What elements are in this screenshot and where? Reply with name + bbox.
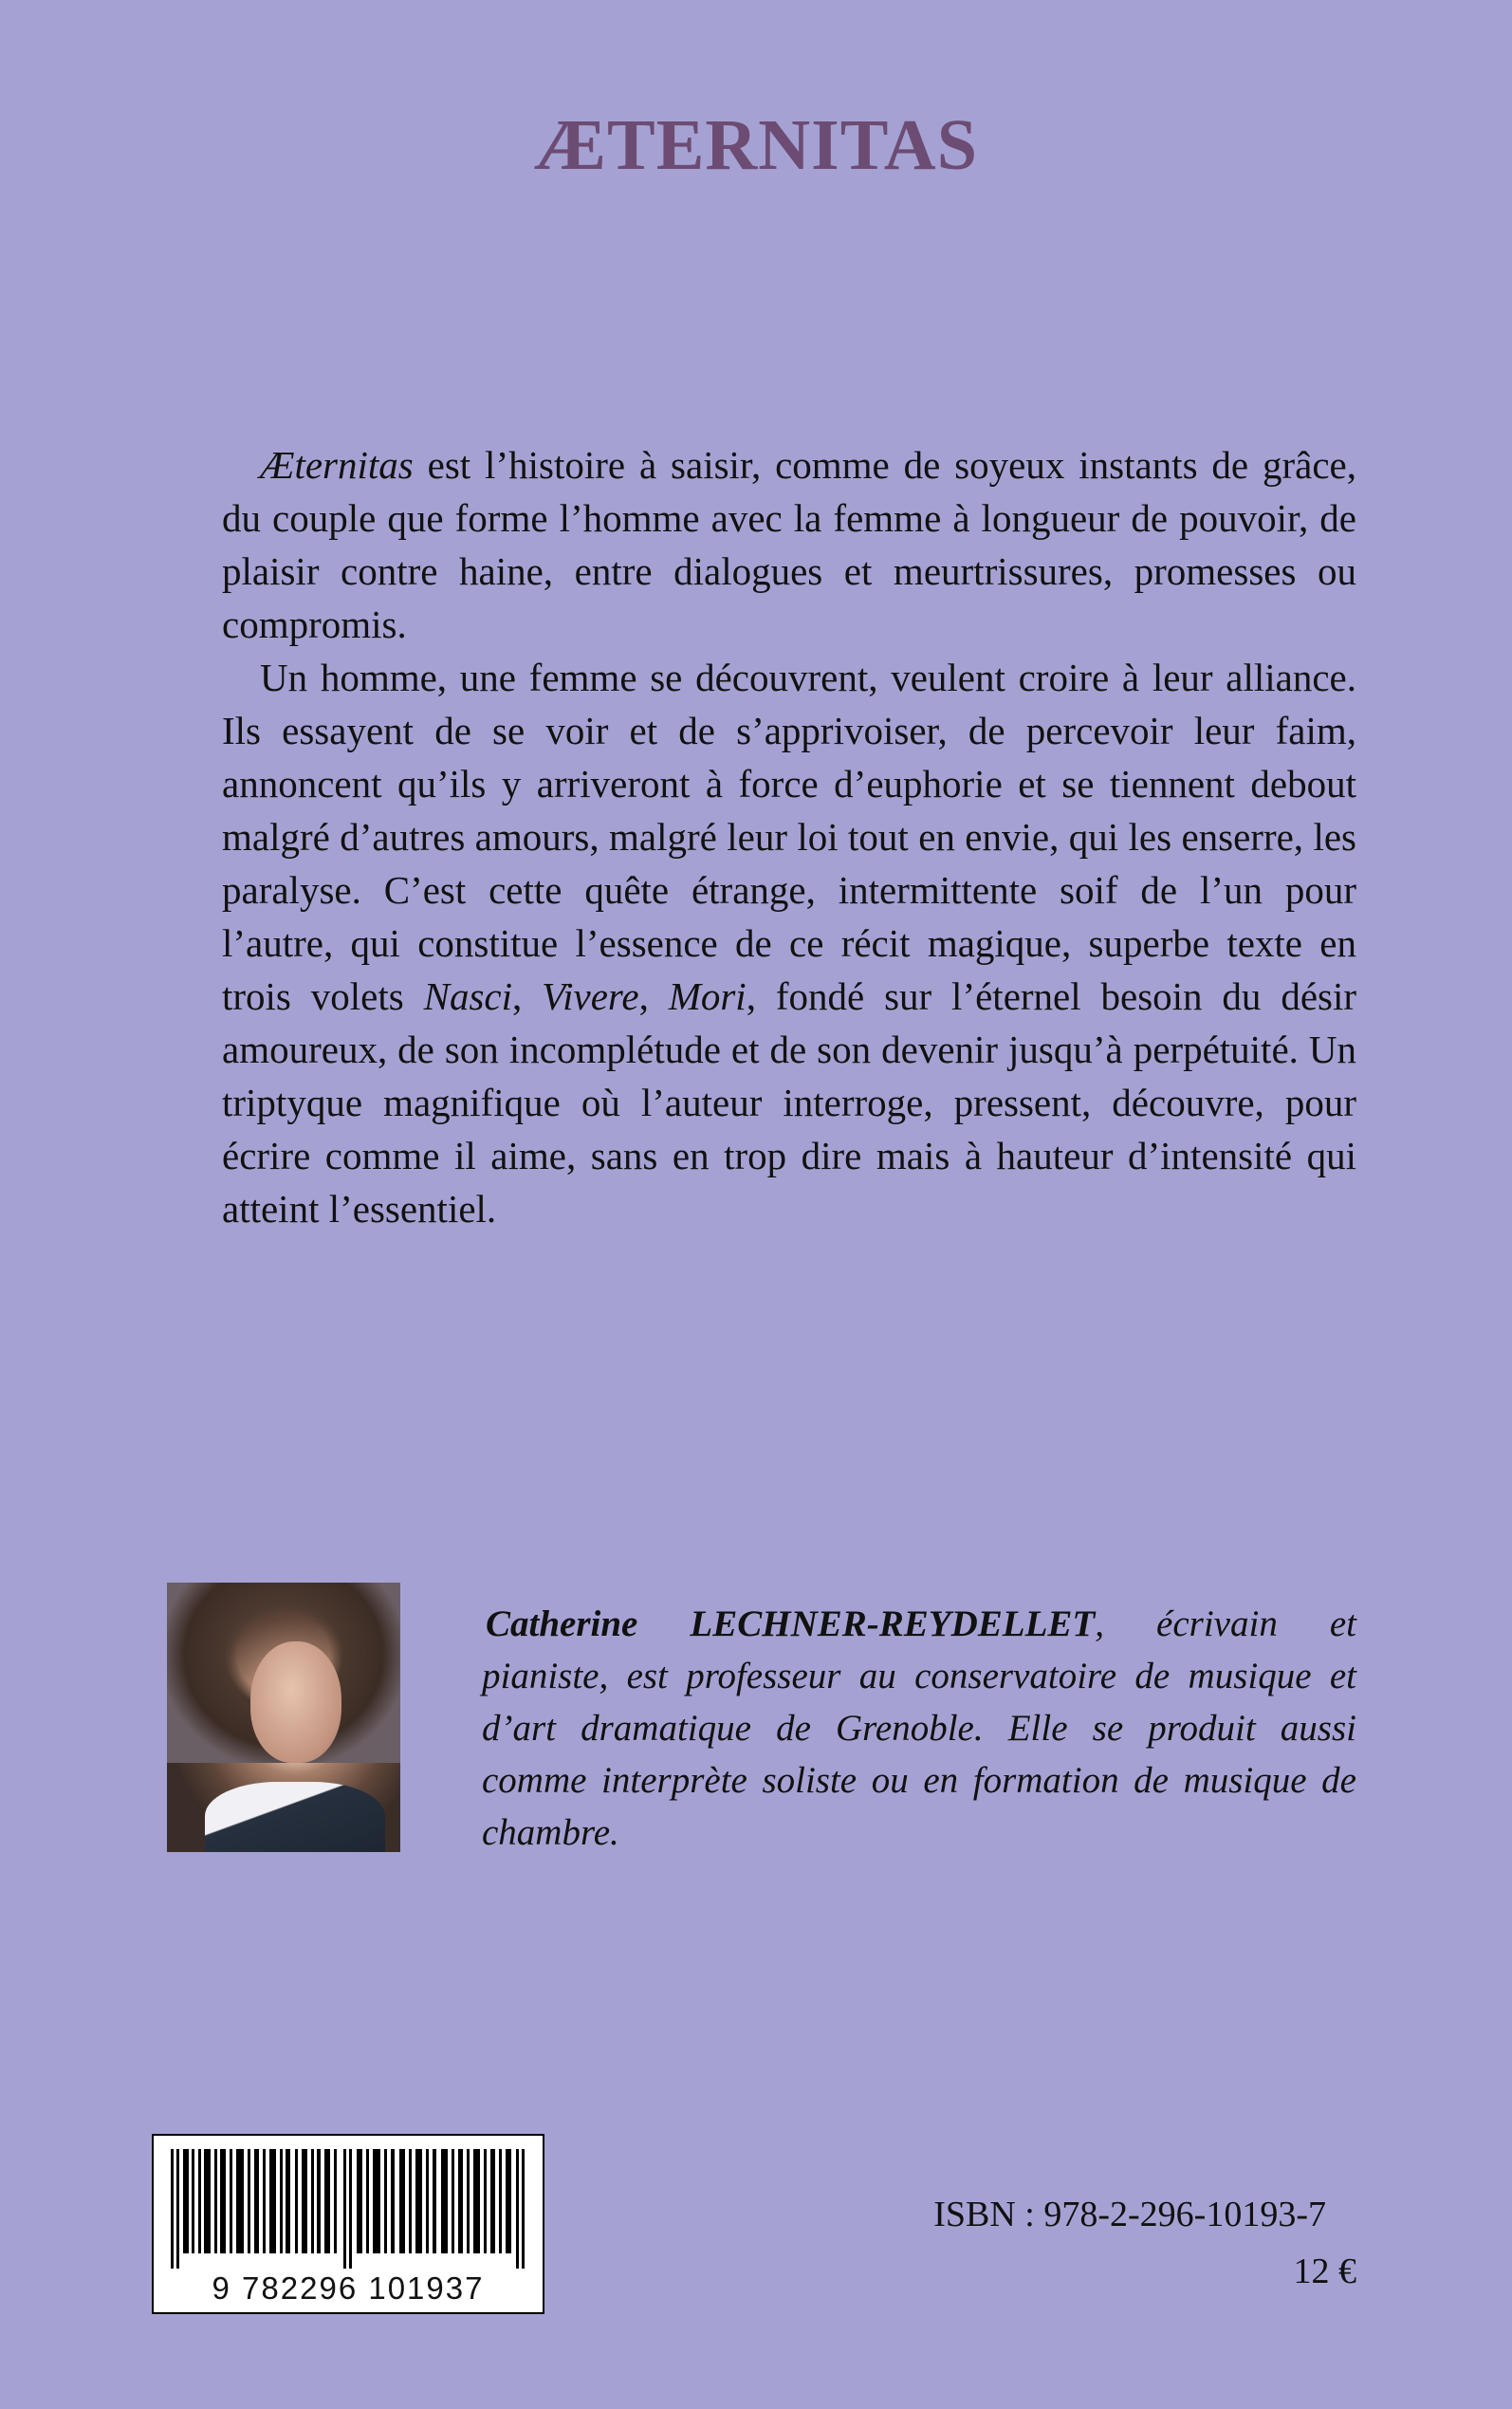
blurb-paragraph-2 <box>222 651 1356 1235</box>
blurb-paragraph-2-text-a: Un homme, une femme se découvrent, veulent croire à leur alliance. Ils essayent de se voir et de s’apprivoiser, de percevoir leur faim, annoncent qu’ils y arriveront à force d’euphorie et se tiennent debout malgré d’autres amours, malgré leur loi tout en envie, qui les enserre, les paralyse. C’est cette quête étrange, intermittente soif de l’un pour l’autre, qui constitue l’essence de ce récit magique, superbe texte en trois volets <box>222 656 1356 1018</box>
blurb-part-mori: Mori <box>668 974 747 1018</box>
price: 12 € <box>1293 2251 1356 2291</box>
barcode <box>152 2134 544 2314</box>
barcode-bars-icon <box>171 2149 529 2269</box>
book-blurb <box>222 438 1356 1235</box>
author-name: Catherine LECHNER-REYDELLET <box>486 1603 1096 1644</box>
isbn: ISBN : 978-2-296-10193-7 <box>933 2195 1326 2234</box>
blurb-paragraph-2-text-b: , fondé sur l’éternel besoin du désir amoureux, de son incomplétude et de son devenir jusqu’à perpétuité. Un triptyque magnifique où l’auteur interroge, pressent, découvre, pour écrire comme il aime, sans en trop dire mais à hauteur d’intensité qui atteint l’essentiel. <box>222 974 1357 1231</box>
blurb-paragraph-1-text: est l’histoire à saisir, comme de soyeux instants de grâce, du couple que forme l’homme avec la femme à longueur de pouvoir, de plaisir contre haine, entre dialogues et meurtrissures, promesses ou compromis. <box>222 443 1356 646</box>
author-photo <box>167 1583 400 1852</box>
author-bio-text: , écrivain et pianiste, est professeur au conservatoire de musique et d’art dramatique de Grenoble. Elle se produit aussi comme interprète soliste ou en formation de musique de chambre. <box>482 1603 1356 1853</box>
blurb-paragraph-1 <box>222 438 1356 651</box>
author-bio <box>482 1598 1356 1859</box>
blurb-title-italic: Æternitas <box>260 443 414 487</box>
barcode-digits: 9 782296 101937 <box>212 2270 485 2306</box>
blurb-part-nasci: Nasci <box>423 974 512 1018</box>
blurb-separator-2: , <box>638 974 669 1018</box>
blurb-separator-1: , <box>512 974 543 1018</box>
book-title: ÆTERNITAS <box>534 105 978 185</box>
blurb-part-vivere: Vivere <box>542 974 639 1018</box>
